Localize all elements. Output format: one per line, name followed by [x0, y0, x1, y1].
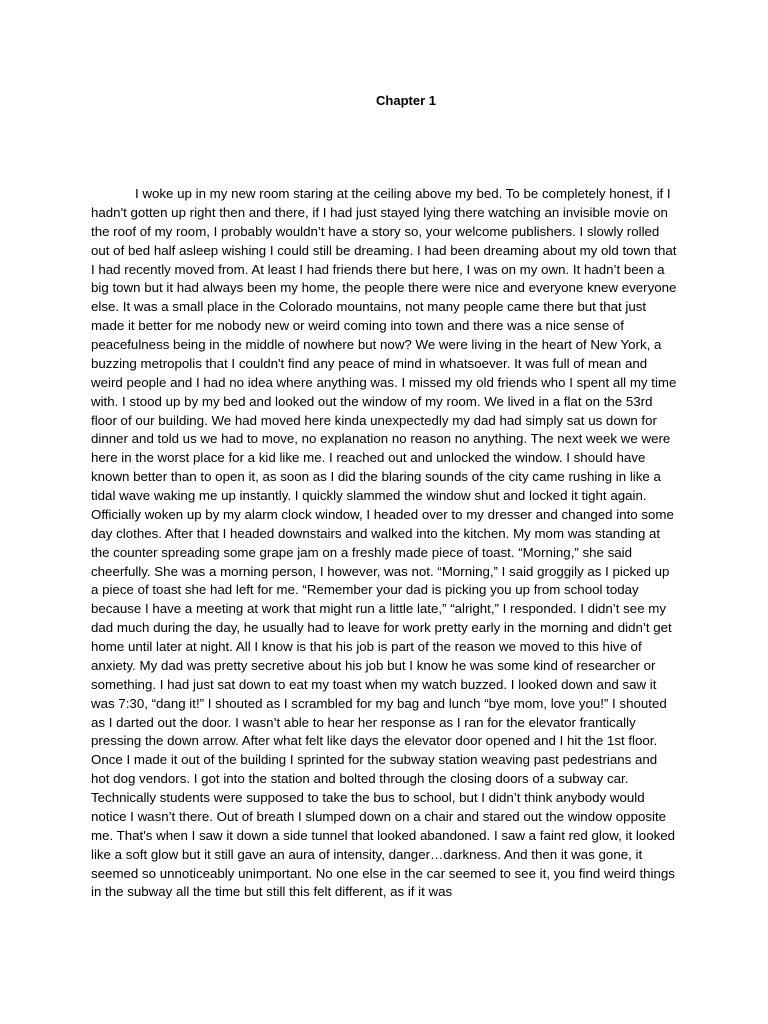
body-paragraph: I woke up in my new room staring at the ceiling above my bed. To be completely honest, if I hadn't gotten up right then and there, if I had just stayed lying there watching an invisible movie on the roof of my room, I probably wouldn’t have a story so, your welcome publishers. I slowly rolled out of bed half asleep wishing I could still be dreaming. I had been dreaming about my old town that I had recently moved from. At least I had friends there but here, I was on my own. It hadn’t been a big town but it had always been my home, the people there were nice and everyone knew everyone else. It was a small place in the Colorado mountains, not many people came there but that just made it better for me nobody new or weird coming into town and there was a nice sense of peacefulness being in the middle of nowhere but now? We were living in the heart of New York, a buzzing metropolis that I couldn't find any peace of mind in whatsoever. It was full of mean and weird people and I had no idea where anything was. I missed my old friends who I spent all my time with. I stood up by my bed and looked out the window of my room. We lived in a flat on the 53rd floor of our building. We had moved here kinda unexpectedly my dad had simply sat us down for dinner and told us we had to move, no explanation no reason no anything. The next week we were here in the worst place for a kid like me. I reached out and unlocked the window. I should have known better than to open it, as soon as I did the blaring sounds of the city came rushing in like a tidal wave waking me up instantly. I quickly slammed the window shut and locked it tight again. Officially woken up by my alarm clock window, I headed over to my dresser and changed into some day clothes. After that I headed downstairs and walked into the kitchen. My mom was standing at the counter spreading some grape jam on a freshly made piece of toast. “Morning,” she said cheerfully. She was a morning person, I however, was not. “Morning,” I said groggily as I picked up a piece of toast she had left for me. “Remember your dad is picking you up from school today because I have a meeting at work that might run a little late,” “alright,” I responded. I didn’t see my dad much during the day, he usually had to leave for work pretty early in the morning and didn’t get home until later at night. All I know is that his job is part of the reason we moved to this hive of anxiety. My dad was pretty secretive about his job but I know he was some kind of researcher or something. I had just sat down to eat my toast when my watch buzzed. I looked down and saw it was 7:30, “dang it!” I shouted as I scrambled for my bag and lunch “bye mom, love you!” I shouted as I darted out the door. I wasn’t able to hear her response as I ran for the elevator frantically pressing the down arrow. After what felt like days the elevator door opened and I hit the 1st floor. Once I made it out of the building I sprinted for the subway station weaving past pedestrians and hot dog vendors. I got into the station and bolted through the closing doors of a subway car. Technically students were supposed to take the bus to school, but I didn’t think anybody would notice I wasn’t there. Out of breath I slumped down on a chair and stared out the window opposite me. That's when I saw it down a side tunnel that looked abandoned. I saw a faint red glow, it looked like a soft glow but it still gave an aura of intensity, danger…darkness. And then it was gone, it seemed so unnoticeably unimportant. No one else in the car seemed to see it, you find weird things in the subway all the time but still this felt different, as if it was [91, 186, 677, 900]
chapter-title: Chapter 1 [376, 93, 436, 108]
